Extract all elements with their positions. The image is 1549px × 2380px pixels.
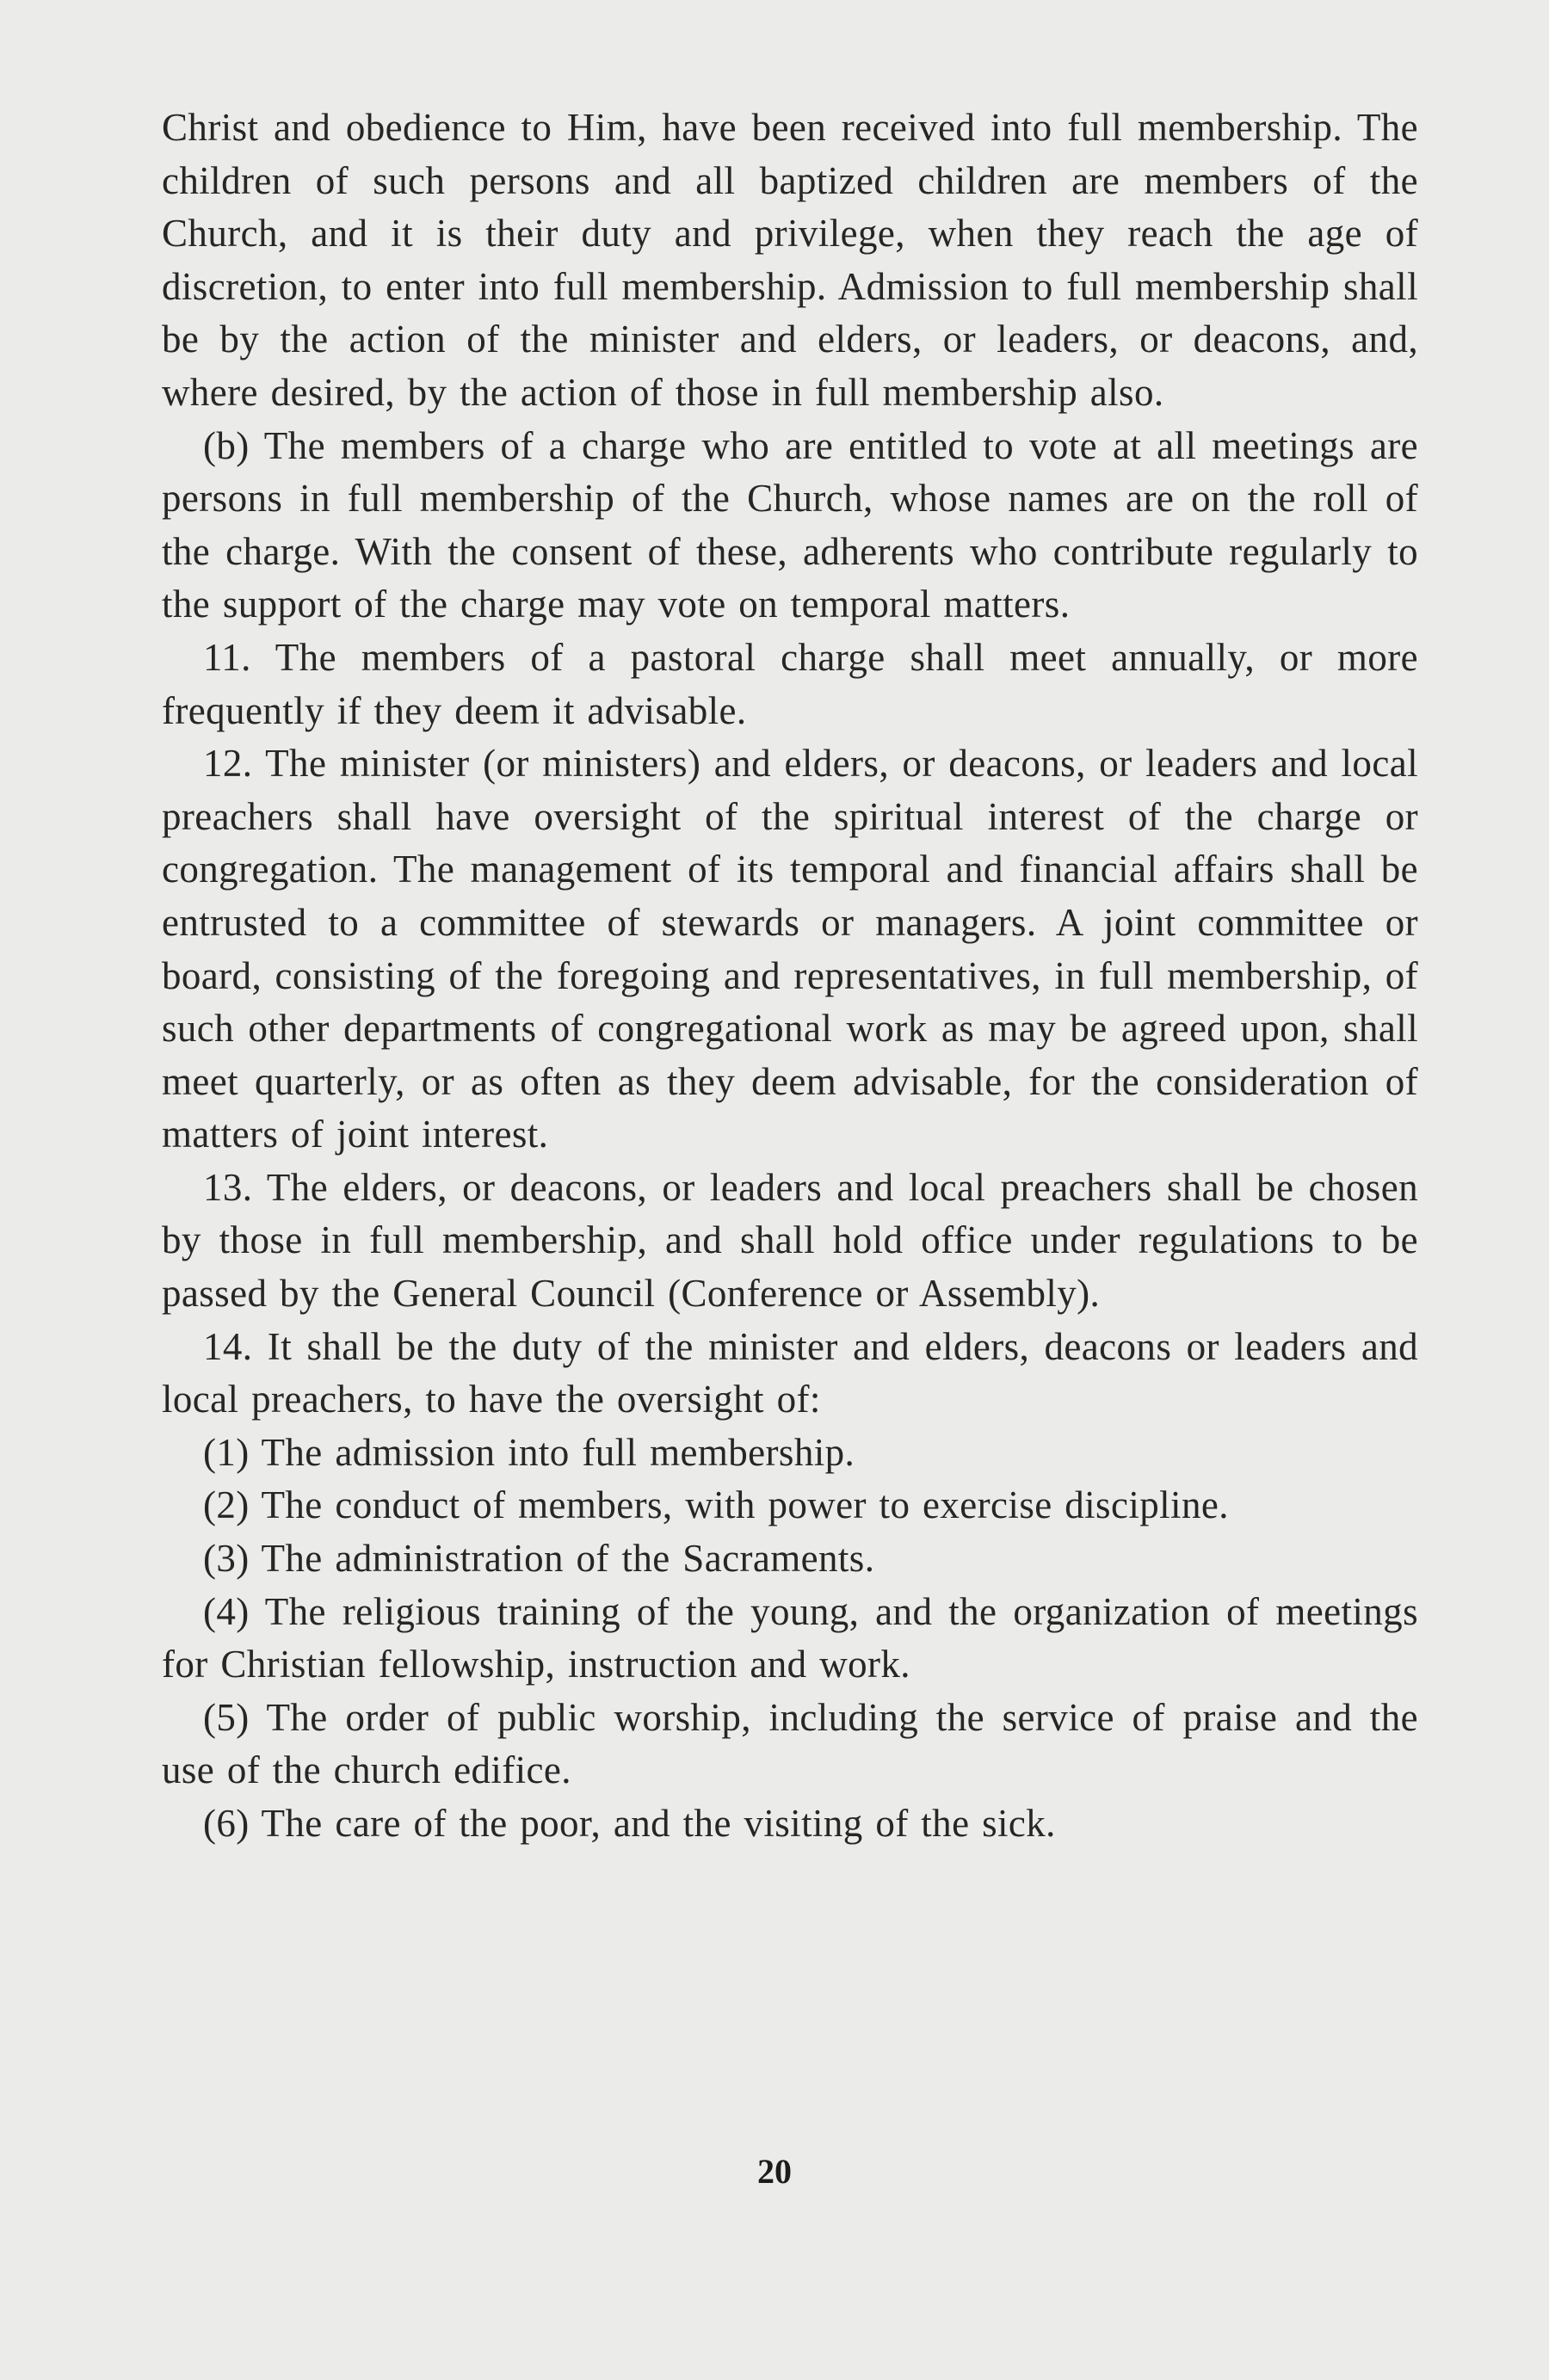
list-item-1: (1) The admission into full membership.	[203, 1430, 855, 1474]
paragraph-continuation: Christ and obedience to Him, have been received into full membership. The children of such persons and all baptized children are members of the Church, and it is their duty and privilege, when they reach the age of discretion, to enter into full membership. Admission to full membership shall be by the action of the minister and elders, or leaders, or deacons, and, where desired, by the action of those in full membership also.	[162, 106, 1418, 414]
list-item-5: (5) The order of public worship, including the service of praise and the use of the church edifice.	[162, 1695, 1418, 1792]
paragraph-section-13: 13. The elders, or deacons, or leaders and local preachers shall be chosen by those in full membership, and shall hold office under regulations to be passed by the General Council (Conference or Assembly).	[162, 1165, 1418, 1316]
paragraph-section-11: 11. The members of a pastoral charge shall meet annually, or more frequently if they deem it advisable.	[162, 635, 1418, 732]
list-item-4: (4) The religious training of the young, and the organization of meetings for Christian fellowship, instruction and work.	[162, 1589, 1418, 1686]
paragraph-section-12: 12. The minister (or ministers) and elders, or deacons, or leaders and local preachers shall have oversight of the spiritual interest of the charge or congregation. The management of its temporal and financial affairs shall be entrusted to a committee of stewards or managers. A joint committee or board, consisting of the foregoing and representatives, in full membership, of such other departments of congregational work as may be agreed upon, shall meet quarterly, or as often as they deem advisable, for the consideration of matters of joint interest.	[162, 742, 1418, 1156]
page-number: 20	[757, 2152, 792, 2191]
page-body-text	[162, 102, 1418, 1851]
list-item-2: (2) The conduct of members, with power to exercise discipline.	[203, 1483, 1229, 1527]
list-item-3: (3) The administration of the Sacraments.	[203, 1537, 875, 1581]
paragraph-section-14: 14. It shall be the duty of the minister and elders, deacons or leaders and local preachers, to have the oversight of:	[162, 1324, 1418, 1421]
paragraph-section-b: (b) The members of a charge who are entitled to vote at all meetings are persons in full membership of the Church, whose names are on the roll of the charge. With the consent of these, adherents who contribute regularly to the support of the charge may vote on temporal matters.	[162, 423, 1418, 626]
list-item-6: (6) The care of the poor, and the visiting of the sick.	[203, 1802, 1056, 1845]
